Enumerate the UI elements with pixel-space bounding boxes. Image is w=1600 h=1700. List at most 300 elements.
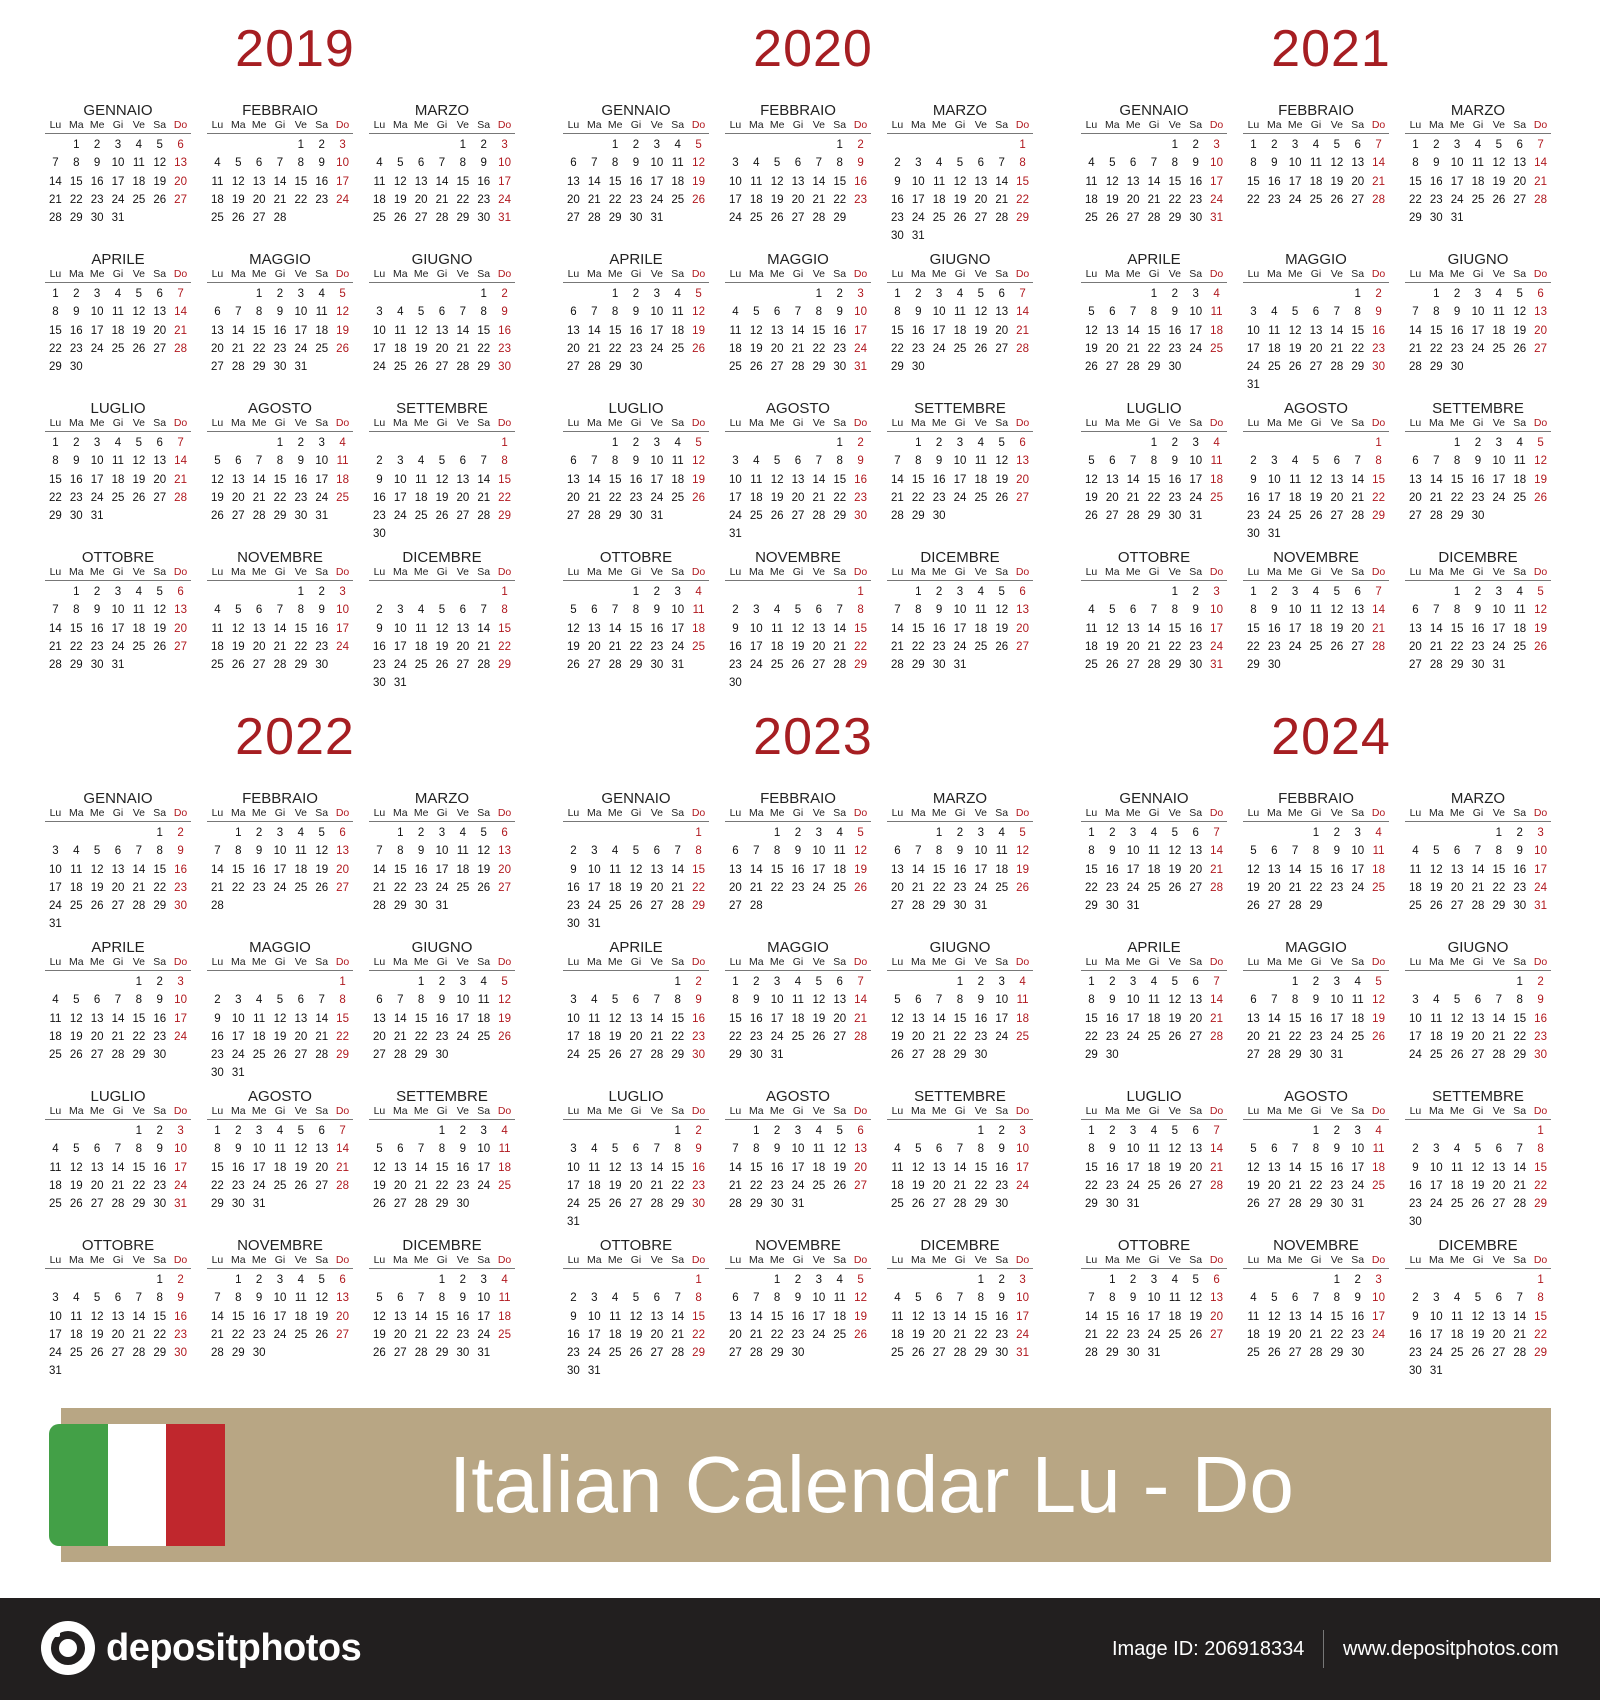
weekday-label: Gi — [792, 807, 804, 819]
weekday-label: Ma — [586, 268, 602, 280]
empty-day — [1285, 434, 1306, 452]
weekday-label: Do — [497, 268, 512, 280]
day-cell: 22 — [608, 193, 622, 206]
empty-day — [1243, 824, 1264, 842]
day-cell: 10 — [1126, 994, 1140, 1007]
month — [45, 251, 191, 400]
week-row — [207, 452, 353, 470]
day-cell: 27 — [393, 1347, 407, 1360]
weekday-label: Lu — [891, 1254, 904, 1266]
day-cell: 3 — [376, 306, 383, 319]
empty-day — [1488, 1271, 1509, 1289]
day-cell: 8 — [156, 1292, 163, 1305]
day-cell: 15 — [1429, 324, 1443, 337]
day-cell: 10 — [1267, 473, 1281, 486]
week-row — [563, 1213, 709, 1231]
day-cell: 16 — [692, 1161, 705, 1174]
day-cell: 6 — [501, 827, 508, 839]
month-name: MARZO — [932, 790, 988, 807]
day-cell: 26 — [833, 1179, 847, 1192]
day-cell: 4 — [674, 288, 681, 300]
day-cell: 24 — [1267, 510, 1281, 523]
day-cell: 15 — [435, 1310, 449, 1323]
weekday-label: Sa — [153, 807, 167, 819]
day-cell: 19 — [373, 1179, 386, 1192]
day-cell: 28 — [1351, 510, 1365, 523]
day-cell: 16 — [1267, 622, 1281, 635]
weekday-label: Lu — [729, 1254, 742, 1266]
weekday-label: Lu — [49, 268, 62, 280]
week-row — [563, 322, 709, 340]
day-cell: 24 — [854, 342, 867, 355]
day-cell: 29 — [974, 1198, 988, 1211]
day-cell: 28 — [1409, 361, 1422, 374]
day-cell: 10 — [1429, 1161, 1443, 1174]
day-cell: 3 — [501, 139, 508, 151]
day-cell: 11 — [315, 306, 328, 319]
day-cell: 20 — [456, 640, 470, 653]
day-cell: 12 — [692, 157, 705, 170]
day-cell: 4 — [998, 827, 1005, 839]
day-cell: 7 — [611, 604, 619, 617]
day-cell: 25 — [995, 881, 1009, 894]
day-cell: 3 — [998, 976, 1005, 988]
weekday-header — [369, 566, 515, 581]
weekday-label: Me — [607, 807, 623, 819]
day-cell: 29 — [393, 900, 407, 913]
weekday-label: Ma — [1428, 119, 1444, 131]
day-cell: 7 — [1375, 586, 1382, 598]
day-cell: 22 — [833, 193, 847, 206]
day-cell: 2 — [438, 976, 446, 988]
weekday-label: Gi — [792, 1254, 804, 1266]
empty-day — [1509, 1271, 1530, 1289]
day-cell: 24 — [729, 510, 742, 523]
day-cell: 3 — [591, 845, 598, 858]
day-cell: 10 — [729, 473, 742, 486]
day-cell: 5 — [857, 1274, 864, 1286]
day-cell: 10 — [567, 1012, 580, 1025]
day-cell: 18 — [252, 1030, 266, 1043]
day-cell: 16 — [1105, 1161, 1119, 1174]
weekday-label: Gi — [274, 417, 286, 429]
week-row — [563, 991, 709, 1009]
weekday-label: Me — [1287, 119, 1303, 131]
day-cell: 15 — [49, 324, 62, 337]
empty-day — [829, 583, 850, 601]
day-cell: 17 — [1210, 175, 1223, 188]
weekday-header — [207, 566, 353, 581]
day-cell: 4 — [276, 1125, 284, 1137]
day-cell: 4 — [753, 455, 760, 468]
day-cell: 10 — [336, 604, 349, 617]
month — [725, 939, 871, 1088]
day-cell: 5 — [836, 1125, 843, 1137]
day-cell: 14 — [1016, 306, 1029, 319]
week-row — [207, 303, 353, 321]
day-cell: 16 — [953, 863, 967, 876]
weekday-label: Sa — [315, 119, 329, 131]
day-cell: 5 — [376, 1143, 383, 1156]
day-cell: 4 — [376, 157, 383, 170]
day-cell: 3 — [480, 1125, 487, 1137]
site-url[interactable]: www.depositphotos.com — [1343, 1638, 1559, 1660]
day-cell: 27 — [1267, 1198, 1281, 1211]
day-cell: 24 — [435, 881, 449, 894]
week-row — [45, 601, 191, 619]
day-cell: 13 — [174, 157, 187, 170]
day-cell: 29 — [1513, 1049, 1527, 1062]
day-cell: 9 — [632, 157, 640, 170]
day-cell: 23 — [833, 342, 847, 355]
empty-day — [207, 136, 228, 154]
day-cell: 24 — [373, 361, 386, 374]
day-cell: 8 — [1171, 157, 1179, 170]
day-cell: 24 — [49, 900, 62, 913]
day-cell: 28 — [953, 1347, 967, 1360]
day-cell: 14 — [650, 1012, 664, 1025]
day-cell: 31 — [1351, 1198, 1365, 1211]
weekday-label: Me — [251, 566, 267, 578]
day-cell: 4 — [753, 157, 760, 170]
week-row — [887, 1271, 1033, 1289]
day-cell: 22 — [1351, 342, 1365, 355]
day-cell: 19 — [1471, 1328, 1485, 1341]
day-cell: 29 — [1534, 1347, 1547, 1360]
week-row — [45, 507, 191, 525]
day-cell: 29 — [833, 510, 847, 523]
day-cell: 22 — [608, 342, 622, 355]
day-cell: 5 — [998, 586, 1005, 598]
day-cell: 10 — [252, 1143, 266, 1156]
day-cell: 2 — [1516, 827, 1523, 839]
day-cell: 5 — [753, 306, 760, 319]
day-cell: 30 — [1330, 1198, 1344, 1211]
weekday-label: Me — [1449, 807, 1465, 819]
day-cell: 9 — [73, 455, 80, 468]
day-cell: 2 — [977, 976, 985, 988]
day-cell: 15 — [1247, 175, 1260, 188]
day-cell: 18 — [1450, 1179, 1464, 1192]
day-cell: 30 — [174, 1347, 187, 1360]
empty-day — [1468, 824, 1489, 842]
day-cell: 4 — [52, 1143, 59, 1156]
week-row — [563, 1010, 709, 1028]
week-row — [725, 638, 871, 656]
month-name: GIUGNO — [929, 939, 991, 956]
day-cell: 20 — [252, 193, 266, 206]
week-row — [1081, 1195, 1227, 1213]
day-cell: 18 — [498, 1161, 511, 1174]
weekday-label: Gi — [792, 417, 804, 429]
month — [887, 939, 1033, 1088]
weekday-label: Me — [89, 1105, 105, 1117]
day-cell: 4 — [1354, 976, 1361, 988]
day-cell: 1 — [935, 827, 943, 839]
day-cell: 20 — [729, 1328, 742, 1341]
day-cell: 8 — [1333, 1292, 1341, 1305]
weekday-label: Do — [1015, 417, 1030, 429]
day-cell: 28 — [791, 361, 805, 374]
day-cell: 15 — [498, 622, 511, 635]
day-cell: 12 — [153, 157, 167, 170]
week-row — [725, 1177, 871, 1195]
day-cell: 30 — [891, 230, 904, 243]
day-cell: 20 — [111, 1328, 125, 1341]
day-cell: 17 — [1429, 1179, 1443, 1192]
day-cell: 27 — [567, 361, 580, 374]
day-cell: 26 — [498, 1030, 511, 1043]
month-name: LUGLIO — [90, 1088, 146, 1105]
year-title: 2019 — [235, 20, 355, 78]
week-row — [207, 601, 353, 619]
day-cell: 27 — [1351, 640, 1365, 653]
day-cell: 14 — [174, 306, 187, 319]
week-row — [563, 434, 709, 452]
day-cell: 25 — [749, 212, 763, 225]
weekday-header — [563, 1254, 709, 1269]
weekday-header — [1081, 956, 1227, 971]
day-cell: 1 — [773, 1274, 781, 1286]
empty-day — [1447, 1271, 1468, 1289]
day-cell: 18 — [69, 881, 83, 894]
day-cell: 8 — [480, 306, 487, 319]
month-name: SETTEMBRE — [914, 400, 1006, 417]
day-cell: 24 — [587, 900, 601, 913]
weekday-label: Me — [1125, 119, 1141, 131]
week-row — [725, 824, 871, 842]
day-cell: 31 — [770, 1049, 784, 1062]
week-row — [725, 1344, 871, 1362]
day-cell: 23 — [252, 881, 266, 894]
day-cell: 6 — [1495, 1292, 1503, 1305]
month-name: GENNAIO — [83, 102, 153, 119]
day-cell: 1 — [1150, 288, 1158, 300]
empty-day — [584, 285, 605, 303]
day-cell: 30 — [1409, 1365, 1422, 1378]
day-cell: 26 — [749, 361, 763, 374]
day-cell: 23 — [90, 640, 104, 653]
month-name: DICEMBRE — [920, 1237, 1000, 1254]
weekday-label: Gi — [792, 956, 804, 968]
day-cell: 25 — [1351, 1030, 1365, 1043]
day-cell: 16 — [273, 324, 287, 337]
week-row — [725, 842, 871, 860]
day-cell: 18 — [692, 622, 705, 635]
day-cell: 17 — [90, 324, 104, 337]
day-cell: 10 — [111, 157, 125, 170]
day-cell: 21 — [393, 1030, 407, 1043]
weekday-label: Gi — [792, 119, 804, 131]
day-cell: 13 — [729, 1310, 742, 1323]
weekday-label: Lu — [1085, 268, 1098, 280]
week-row — [1405, 507, 1551, 525]
day-cell: 5 — [773, 455, 781, 468]
day-cell: 2 — [417, 827, 425, 839]
weekday-header — [45, 1254, 191, 1269]
day-cell: 16 — [373, 491, 386, 504]
day-cell: 27 — [1288, 1347, 1302, 1360]
weekday-label: Do — [1371, 1254, 1386, 1266]
day-cell: 2 — [653, 586, 661, 598]
day-cell: 19 — [153, 622, 167, 635]
day-cell: 7 — [459, 306, 467, 319]
day-cell: 19 — [211, 491, 224, 504]
week-row — [1405, 1140, 1551, 1158]
week-row — [725, 285, 871, 303]
day-cell: 20 — [833, 1012, 847, 1025]
day-cell: 16 — [1513, 863, 1527, 876]
weekday-label: Me — [931, 268, 947, 280]
day-cell: 23 — [629, 193, 643, 206]
day-cell: 28 — [273, 659, 287, 672]
weekday-label: Ma — [1428, 807, 1444, 819]
day-cell: 9 — [255, 845, 263, 858]
day-cell: 14 — [373, 863, 386, 876]
month — [207, 939, 353, 1088]
day-cell: 13 — [791, 175, 805, 188]
weekday-label: Gi — [1472, 807, 1484, 819]
day-cell: 24 — [393, 510, 407, 523]
day-cell: 11 — [671, 455, 684, 468]
day-cell: 3 — [815, 827, 823, 839]
weekday-label: Ma — [392, 417, 408, 429]
week-row — [887, 322, 1033, 340]
day-cell: 26 — [231, 212, 245, 225]
day-cell: 6 — [1192, 1125, 1199, 1137]
weekday-header — [207, 1105, 353, 1120]
day-cell: 25 — [974, 491, 988, 504]
weekday-label: Do — [691, 807, 706, 819]
weekday-label: Sa — [315, 807, 329, 819]
day-cell: 21 — [1210, 1012, 1223, 1025]
day-cell: 20 — [1351, 622, 1365, 635]
day-cell: 26 — [1247, 900, 1260, 913]
day-cell: 3 — [956, 437, 964, 449]
weekday-label: Gi — [112, 417, 124, 429]
day-cell: 1 — [674, 1125, 681, 1137]
weekday-label: Ma — [1428, 1254, 1444, 1266]
empty-day — [369, 1271, 390, 1289]
day-cell: 27 — [414, 212, 428, 225]
day-cell: 21 — [174, 324, 187, 337]
week-row — [563, 1046, 709, 1064]
day-cell: 16 — [629, 324, 643, 337]
day-cell: 29 — [1105, 1347, 1119, 1360]
weekday-label: Gi — [436, 119, 448, 131]
weekday-label: Lu — [211, 566, 224, 578]
day-cell: 14 — [833, 622, 847, 635]
day-cell: 13 — [1492, 1310, 1506, 1323]
week-row — [207, 154, 353, 172]
day-cell: 12 — [231, 622, 245, 635]
empty-day — [746, 1271, 767, 1289]
day-cell: 17 — [336, 175, 349, 188]
weekday-label: Sa — [1189, 566, 1203, 578]
day-cell: 11 — [954, 306, 966, 319]
weekday-label: Ve — [974, 417, 987, 429]
day-cell: 15 — [974, 1310, 988, 1323]
day-cell: 14 — [1492, 1012, 1506, 1025]
week-row — [1243, 1271, 1389, 1289]
day-cell: 2 — [459, 1274, 467, 1286]
weekday-label: Lu — [891, 566, 904, 578]
empty-day — [473, 583, 494, 601]
day-cell: 20 — [174, 622, 187, 635]
weekday-label: Lu — [1409, 119, 1422, 131]
day-cell: 19 — [69, 1179, 83, 1192]
week-row — [1081, 136, 1227, 154]
week-row — [887, 173, 1033, 191]
month — [563, 251, 709, 400]
day-cell: 21 — [1147, 193, 1161, 206]
empty-day — [929, 973, 950, 991]
weekday-label: Do — [853, 956, 868, 968]
weekday-label: Ve — [812, 807, 825, 819]
day-cell: 8 — [1433, 306, 1440, 319]
day-cell: 30 — [252, 1347, 266, 1360]
weekday-label: Me — [1287, 1105, 1303, 1117]
day-cell: 13 — [629, 1161, 643, 1174]
day-cell: 29 — [671, 1198, 685, 1211]
month — [887, 102, 1033, 251]
month-name: MAGGIO — [767, 939, 829, 956]
logo[interactable] — [40, 1620, 361, 1676]
day-cell: 26 — [90, 1347, 104, 1360]
day-cell: 10 — [671, 604, 685, 617]
day-cell: 27 — [456, 510, 470, 523]
day-cell: 6 — [935, 1143, 943, 1156]
day-cell: 14 — [1126, 324, 1140, 337]
week-row — [1405, 601, 1551, 619]
day-cell: 27 — [854, 1179, 867, 1192]
day-cell: 14 — [477, 473, 491, 486]
empty-day — [369, 285, 390, 303]
empty-day — [1306, 434, 1327, 452]
month — [563, 1088, 709, 1237]
day-cell: 8 — [1150, 306, 1158, 319]
day-cell: 20 — [336, 1310, 349, 1323]
day-cell: 5 — [73, 994, 80, 1007]
day-cell: 2 — [73, 437, 80, 449]
day-cell: 12 — [435, 622, 449, 635]
day-cell: 20 — [1126, 640, 1140, 653]
month-name: FEBBRAIO — [242, 102, 318, 119]
day-cell: 18 — [294, 863, 308, 876]
day-cell: 12 — [833, 1143, 847, 1156]
day-cell: 31 — [1126, 900, 1140, 913]
day-cell: 20 — [1492, 1179, 1506, 1192]
day-cell: 19 — [1450, 1030, 1464, 1043]
day-cell: 16 — [1189, 622, 1203, 635]
day-cell: 29 — [435, 1198, 449, 1211]
weekday-label: Lu — [373, 268, 386, 280]
empty-day — [808, 583, 829, 601]
day-cell: 5 — [73, 1143, 80, 1156]
day-cell: 9 — [255, 1292, 263, 1305]
day-cell: 27 — [1016, 640, 1029, 653]
week-row — [887, 227, 1033, 245]
month — [1405, 1088, 1551, 1237]
day-cell: 26 — [1534, 640, 1547, 653]
day-cell: 31 — [650, 212, 664, 225]
week-row — [1081, 1271, 1227, 1289]
week-row — [563, 915, 709, 933]
weekday-label: Gi — [112, 119, 124, 131]
week-row — [563, 209, 709, 227]
day-cell: 4 — [611, 845, 619, 858]
week-row — [1405, 1177, 1551, 1195]
